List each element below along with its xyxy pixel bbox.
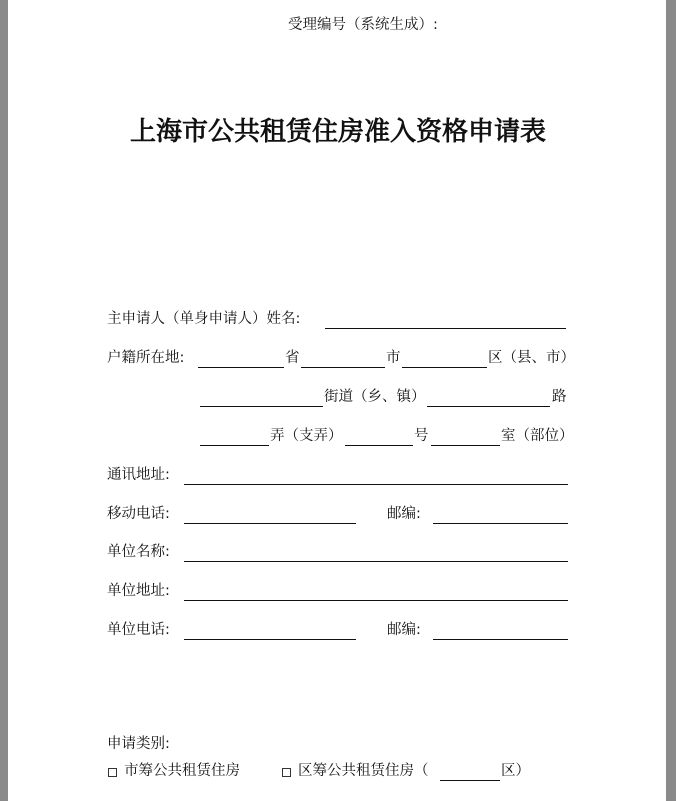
employer-name-label: 单位名称: <box>107 544 170 560</box>
household-road-suffix: 路 <box>552 389 567 405</box>
household-district-field[interactable] <box>402 367 487 368</box>
household-street-field[interactable] <box>200 406 323 407</box>
mobile-label: 移动电话: <box>107 506 170 522</box>
district-name-field[interactable] <box>440 780 500 781</box>
household-room-suffix: 室（部位） <box>501 428 574 444</box>
city-rental-checkbox[interactable] <box>108 768 117 777</box>
applicant-name-label: 主申请人（单身申请人）姓名: <box>107 311 301 327</box>
household-district-suffix: 区（县、市） <box>488 350 575 366</box>
mobile-field[interactable] <box>184 523 356 524</box>
household-city-suffix: 市 <box>386 350 401 366</box>
acceptance-number-label: 受理编号（系统生成）: <box>288 17 438 33</box>
household-lane-field[interactable] <box>200 445 269 446</box>
employer-postcode-field[interactable] <box>433 639 568 640</box>
mailing-address-field[interactable] <box>184 484 568 485</box>
household-room-field[interactable] <box>431 445 500 446</box>
employer-address-label: 单位地址: <box>107 583 170 599</box>
district-rental-checkbox[interactable] <box>282 768 291 777</box>
applicant-name-field[interactable] <box>325 328 566 329</box>
postcode-field[interactable] <box>433 523 568 524</box>
household-city-field[interactable] <box>301 367 385 368</box>
employer-phone-field[interactable] <box>184 639 356 640</box>
household-street-suffix: 街道（乡、镇） <box>324 389 426 405</box>
household-lane-suffix: 弄（支弄） <box>270 428 343 444</box>
employer-postcode-label: 邮编: <box>387 622 421 638</box>
district-rental-option-label: 区筹公共租赁住房（ <box>298 763 429 779</box>
district-rental-suffix: 区） <box>501 763 530 779</box>
household-province-suffix: 省 <box>285 350 300 366</box>
employer-phone-label: 单位电话: <box>107 622 170 638</box>
household-number-field[interactable] <box>345 445 413 446</box>
page-title: 上海市公共租赁住房准入资格申请表 <box>129 117 546 147</box>
household-road-field[interactable] <box>427 406 550 407</box>
city-rental-option-label: 市筹公共租赁住房 <box>124 763 240 779</box>
application-type-label: 申请类别: <box>107 736 170 752</box>
employer-name-field[interactable] <box>184 561 568 562</box>
household-number-suffix: 号 <box>414 428 429 444</box>
postcode-label: 邮编: <box>387 506 421 522</box>
employer-address-field[interactable] <box>184 600 568 601</box>
mailing-address-label: 通讯地址: <box>107 467 170 483</box>
household-province-field[interactable] <box>198 367 284 368</box>
household-label: 户籍所在地: <box>107 350 185 366</box>
